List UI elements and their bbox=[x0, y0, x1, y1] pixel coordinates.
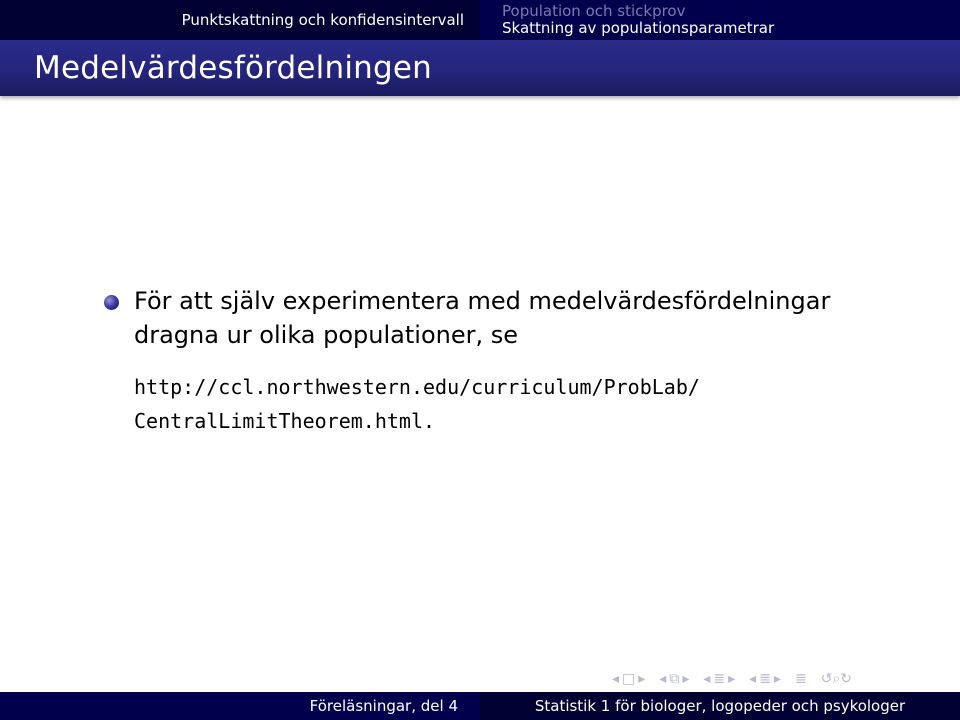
url-line-2: CentralLimitTheorem.html. bbox=[134, 409, 436, 433]
nav-next-arrow-icon[interactable]: ▸ bbox=[638, 671, 646, 687]
section-icon[interactable]: ≣ bbox=[759, 671, 771, 687]
headline-subsection-area bbox=[480, 0, 960, 40]
nav-frame-group bbox=[612, 672, 645, 686]
nav-prev-arrow-icon[interactable]: ◂ bbox=[703, 671, 711, 687]
frame-title-bar bbox=[0, 40, 960, 96]
nav-next-arrow-icon[interactable]: ▸ bbox=[773, 671, 781, 687]
frame-title: Medelvärdesfördelningen bbox=[34, 50, 432, 86]
subsection-link-population[interactable]: Population och stickprov bbox=[502, 2, 686, 20]
bullet-ball-icon bbox=[104, 295, 119, 310]
nav-document-group bbox=[795, 672, 807, 686]
nav-next-arrow-icon[interactable]: ▸ bbox=[682, 671, 690, 687]
search-icon[interactable]: ↺⌕↻ bbox=[820, 671, 852, 687]
url-link[interactable] bbox=[104, 370, 924, 438]
footline-right bbox=[480, 692, 960, 720]
frame-content bbox=[104, 284, 924, 438]
nav-prev-arrow-icon[interactable]: ◂ bbox=[749, 671, 757, 687]
nav-prev-arrow-icon[interactable]: ◂ bbox=[612, 671, 620, 687]
document-icon[interactable]: ≣ bbox=[794, 671, 807, 687]
footline-course: Statistik 1 för biologer, logopeder och psykologer bbox=[534, 697, 906, 715]
nav-next-arrow-icon[interactable]: ▸ bbox=[728, 671, 736, 687]
url-line-1: http://ccl.northwestern.edu/curriculum/ProbLab/ bbox=[134, 375, 700, 399]
nav-section-group bbox=[703, 672, 735, 686]
navigation-bar bbox=[612, 668, 852, 690]
headline-section-area bbox=[0, 0, 480, 40]
footline-bar bbox=[0, 692, 960, 720]
subsection-icon[interactable]: ⧉ bbox=[669, 671, 680, 687]
nav-search-group bbox=[821, 672, 852, 686]
section-link[interactable]: Punktskattning och konfidensintervall bbox=[181, 10, 464, 29]
headline-bar bbox=[0, 0, 960, 40]
footline-lecture: Föreläsningar, del 4 bbox=[309, 697, 458, 715]
nav-subsection2-group bbox=[749, 672, 781, 686]
frame-icon[interactable]: □ bbox=[622, 671, 636, 687]
footline-left bbox=[0, 692, 480, 720]
bullet-line-2: dragna ur olika populationer, se bbox=[134, 321, 518, 349]
section-icon[interactable]: ≣ bbox=[713, 671, 726, 687]
bullet-line-1: För att själv experimentera med medelvärdesfördelningar bbox=[134, 287, 831, 315]
bullet-item bbox=[104, 284, 924, 352]
nav-subsection-group bbox=[659, 672, 689, 686]
subsection-link-skattning[interactable]: Skattning av populationsparametrar bbox=[502, 19, 775, 37]
nav-prev-arrow-icon[interactable]: ◂ bbox=[659, 671, 667, 687]
